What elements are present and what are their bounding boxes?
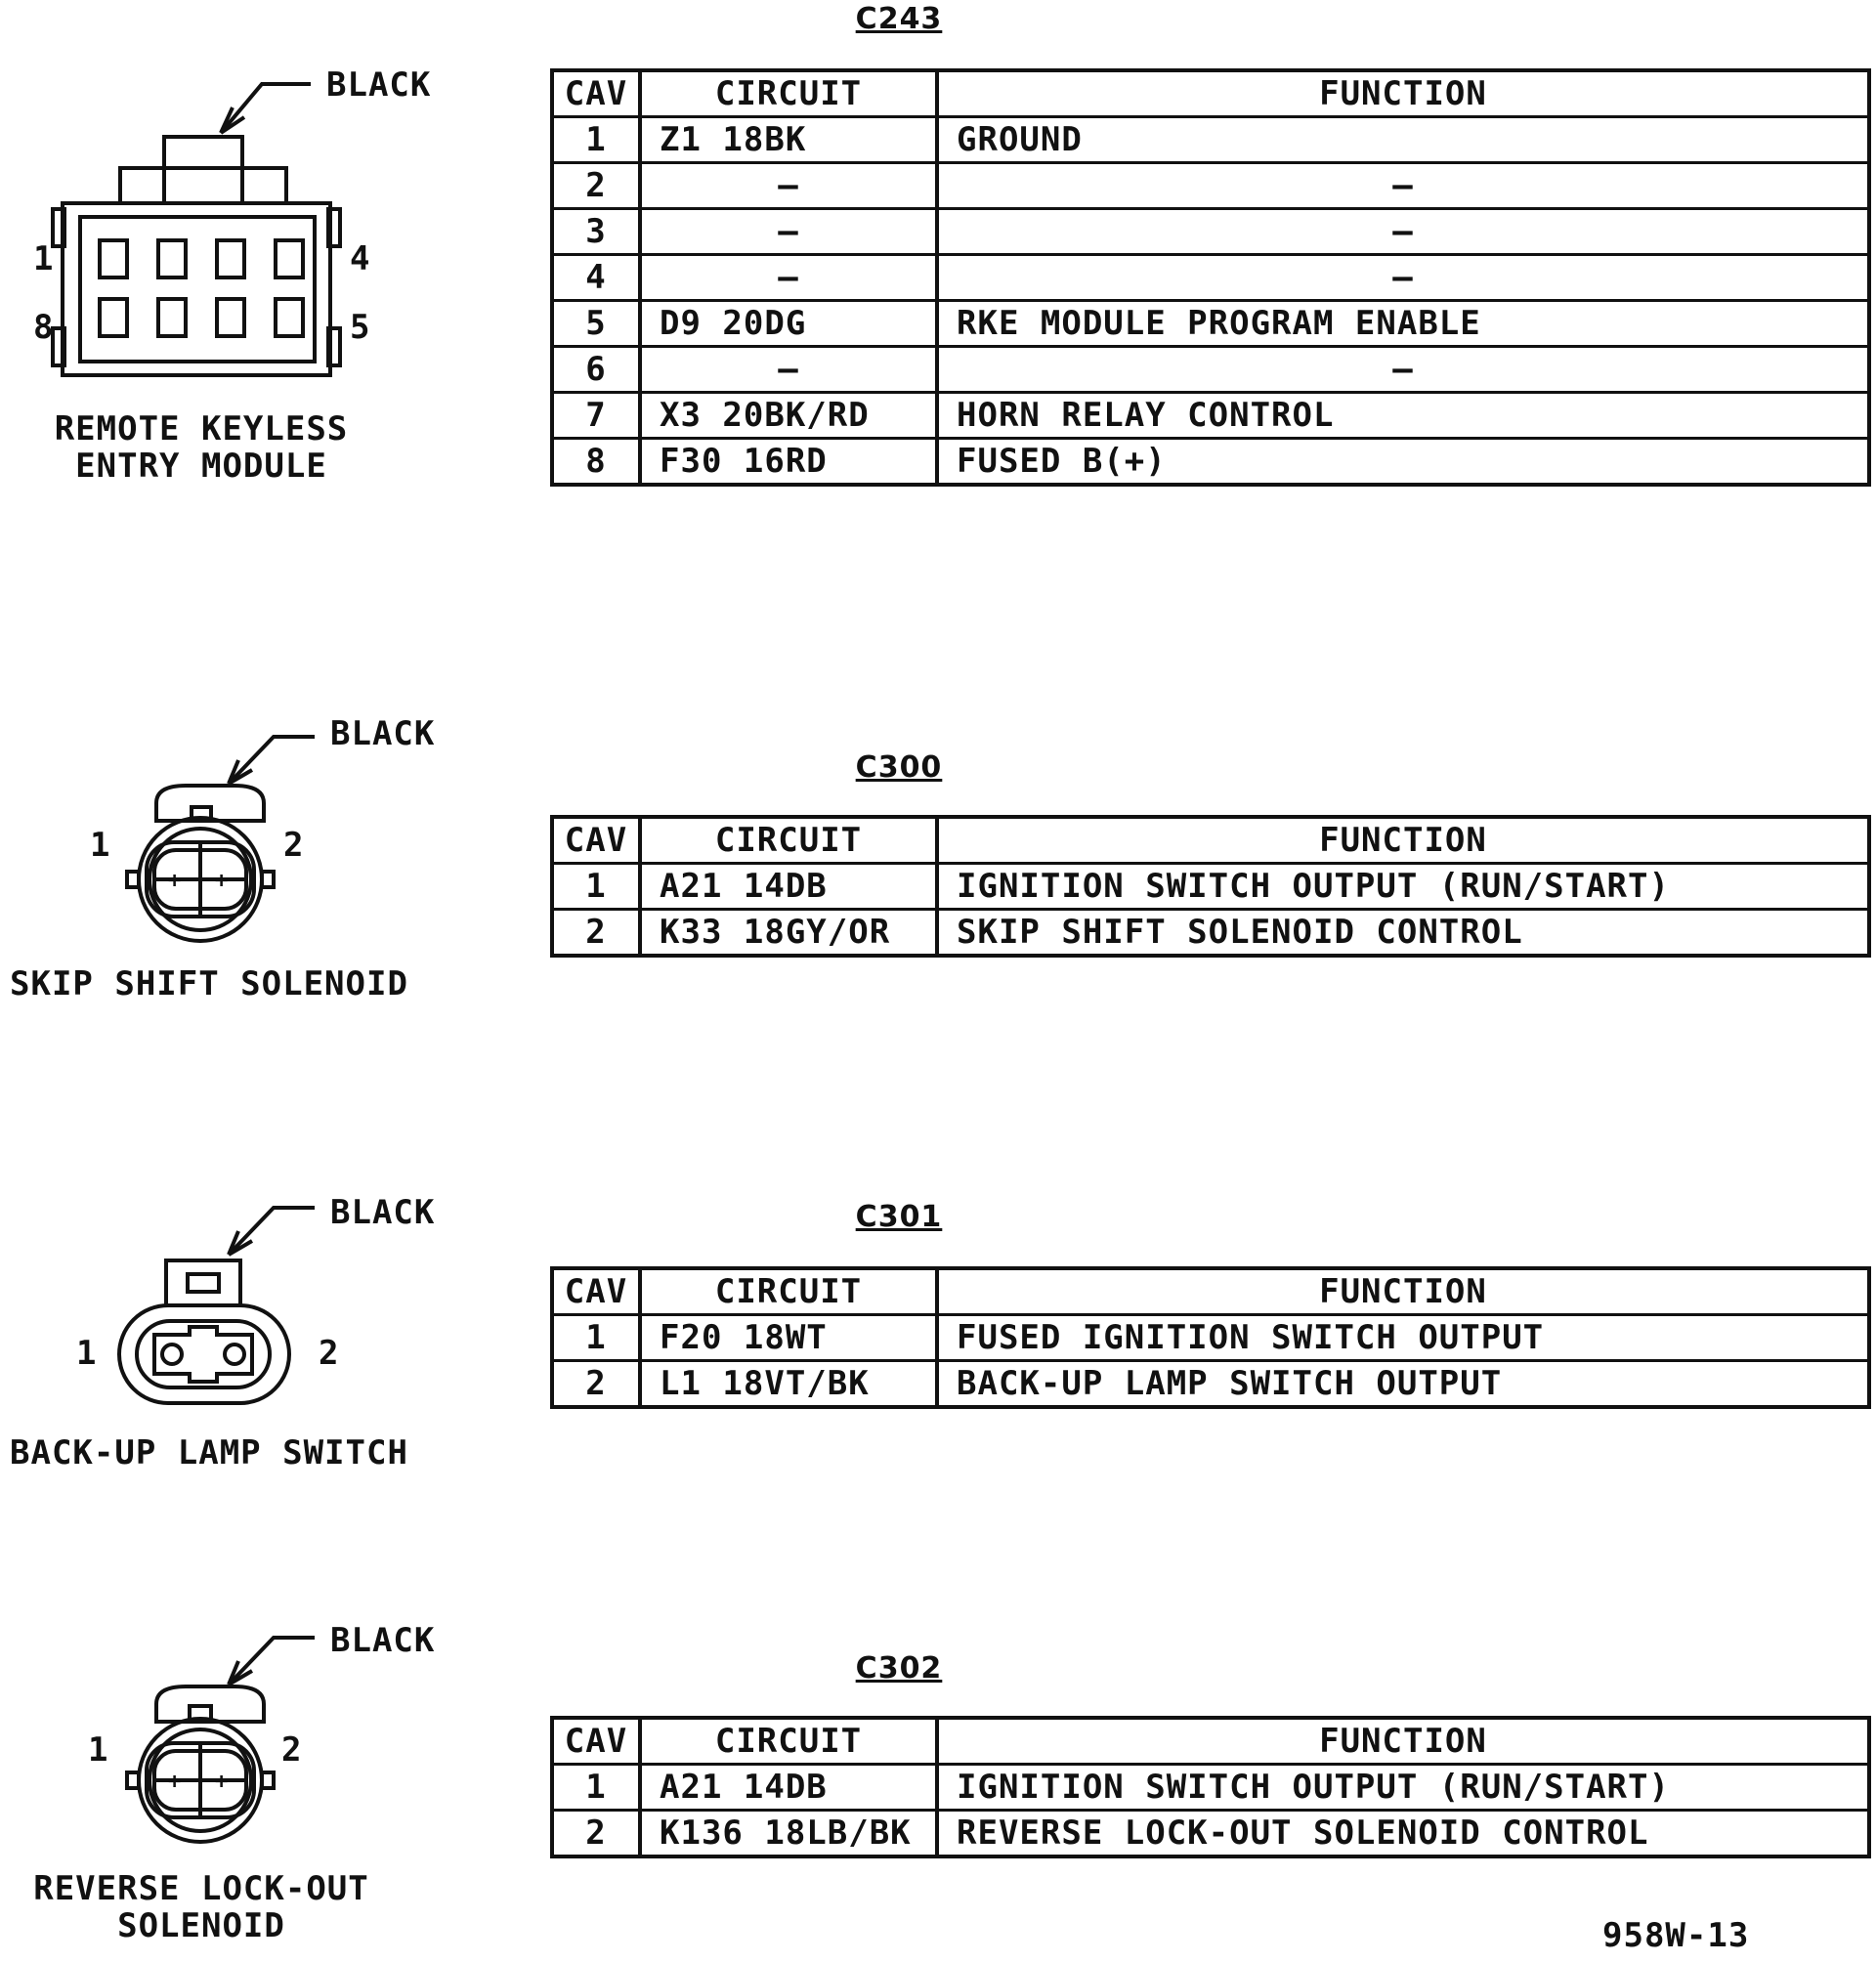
function-cell: REVERSE LOCK-OUT SOLENOID CONTROL <box>937 1811 1869 1857</box>
column-header-cav: CAV <box>552 1718 640 1765</box>
function-cell: RKE MODULE PROGRAM ENABLE <box>937 301 1869 347</box>
column-header-function: FUNCTION <box>937 1718 1869 1765</box>
pin-label: 2 <box>281 1730 303 1770</box>
cav-cell: 2 <box>552 1361 640 1408</box>
cav-cell: 2 <box>552 910 640 957</box>
pin-label: 1 <box>76 1334 98 1373</box>
function-cell: FUSED IGNITION SWITCH OUTPUT <box>937 1315 1869 1361</box>
plus-marker: + <box>215 1770 229 1794</box>
column-header-circuit: CIRCUIT <box>640 70 937 117</box>
function-cell: FUSED B(+) <box>937 439 1869 486</box>
component-name <box>20 1870 383 1944</box>
component-name: BACK-UP LAMP SWITCH <box>10 1433 408 1472</box>
table-row <box>552 864 1869 910</box>
circuit-cell: K33 18GY/OR <box>640 910 937 957</box>
table-row <box>552 209 1869 255</box>
component-name: SKIP SHIFT SOLENOID <box>10 964 408 1003</box>
component-name-line: REMOTE KEYLESS <box>54 409 349 448</box>
pinout-table-c300 <box>550 815 1871 958</box>
cav-cell: 6 <box>552 347 640 393</box>
component-name-line: REVERSE LOCK-OUT <box>33 1869 369 1908</box>
circuit-cell: A21 14DB <box>640 1765 937 1811</box>
connector-id-c302: C302 <box>855 1651 943 1686</box>
cav-cell: 4 <box>552 255 640 301</box>
column-header-function: FUNCTION <box>937 1268 1869 1315</box>
function-cell: – <box>937 209 1869 255</box>
circuit-cell: D9 20DG <box>640 301 937 347</box>
pin-label: 1 <box>33 239 55 278</box>
circuit-cell: L1 18VT/BK <box>640 1361 937 1408</box>
circuit-cell: – <box>640 255 937 301</box>
table-row <box>552 347 1869 393</box>
pin-label: 4 <box>350 239 371 278</box>
wire-color-label: BLACK <box>326 65 432 105</box>
cav-cell: 8 <box>552 439 640 486</box>
column-header-circuit: CIRCUIT <box>640 1718 937 1765</box>
circuit-cell: K136 18LB/BK <box>640 1811 937 1857</box>
cav-cell: 3 <box>552 209 640 255</box>
table-row <box>552 255 1869 301</box>
cav-cell: 1 <box>552 864 640 910</box>
cav-cell: 1 <box>552 1315 640 1361</box>
column-header-cav: CAV <box>552 70 640 117</box>
pin-label: 8 <box>33 308 55 347</box>
table-row <box>552 1765 1869 1811</box>
function-cell: IGNITION SWITCH OUTPUT (RUN/START) <box>937 864 1869 910</box>
wire-color-label: BLACK <box>330 1193 436 1232</box>
connector-id-c300: C300 <box>855 750 943 785</box>
pin-label: 1 <box>90 826 111 865</box>
pinout-table-c301 <box>550 1266 1871 1409</box>
table-row <box>552 1811 1869 1857</box>
pinout-table-c243 <box>550 68 1871 487</box>
circuit-cell: – <box>640 209 937 255</box>
table-header-row <box>552 70 1869 117</box>
function-cell: GROUND <box>937 117 1869 163</box>
circuit-cell: – <box>640 347 937 393</box>
function-cell: SKIP SHIFT SOLENOID CONTROL <box>937 910 1869 957</box>
table-row <box>552 301 1869 347</box>
pin-label: 2 <box>319 1334 340 1373</box>
cav-cell: 2 <box>552 1811 640 1857</box>
cav-cell: 1 <box>552 1765 640 1811</box>
circuit-cell: F20 18WT <box>640 1315 937 1361</box>
column-header-cav: CAV <box>552 817 640 864</box>
table-row <box>552 1315 1869 1361</box>
cav-cell: 7 <box>552 393 640 439</box>
pin-label: 5 <box>350 308 371 347</box>
plus-marker: + <box>215 869 229 893</box>
table-row <box>552 393 1869 439</box>
wire-color-label: BLACK <box>330 714 436 753</box>
plus-marker: + <box>168 1770 182 1794</box>
pin-label: 2 <box>283 826 305 865</box>
function-cell: BACK-UP LAMP SWITCH OUTPUT <box>937 1361 1869 1408</box>
function-cell: – <box>937 347 1869 393</box>
table-header-row <box>552 817 1869 864</box>
function-cell: IGNITION SWITCH OUTPUT (RUN/START) <box>937 1765 1869 1811</box>
circuit-cell: Z1 18BK <box>640 117 937 163</box>
table-row <box>552 439 1869 486</box>
column-header-circuit: CIRCUIT <box>640 1268 937 1315</box>
component-name <box>20 410 383 485</box>
connector-id-c301: C301 <box>855 1200 943 1234</box>
pinout-table-c302 <box>550 1716 1871 1858</box>
wire-color-label: BLACK <box>330 1621 436 1660</box>
remote-keyless-entry-connector-drawing <box>0 0 449 410</box>
circuit-cell: X3 20BK/RD <box>640 393 937 439</box>
table-row <box>552 117 1869 163</box>
cav-cell: 2 <box>552 163 640 209</box>
table-row <box>552 910 1869 957</box>
table-row <box>552 1361 1869 1408</box>
table-header-row <box>552 1268 1869 1315</box>
connector-id-c243: C243 <box>855 2 943 36</box>
column-header-cav: CAV <box>552 1268 640 1315</box>
function-cell: – <box>937 163 1869 209</box>
function-cell: – <box>937 255 1869 301</box>
column-header-function: FUNCTION <box>937 70 1869 117</box>
figure-id: 958W-13 <box>1602 1916 1750 1955</box>
column-header-circuit: CIRCUIT <box>640 817 937 864</box>
circuit-cell: F30 16RD <box>640 439 937 486</box>
component-name-line: ENTRY MODULE <box>75 447 327 486</box>
component-name-line: SOLENOID <box>117 1906 285 1945</box>
plus-marker: + <box>168 869 182 893</box>
circuit-cell: – <box>640 163 937 209</box>
column-header-function: FUNCTION <box>937 817 1869 864</box>
table-header-row <box>552 1718 1869 1765</box>
table-row <box>552 163 1869 209</box>
function-cell: HORN RELAY CONTROL <box>937 393 1869 439</box>
pin-label: 1 <box>88 1730 109 1770</box>
cav-cell: 1 <box>552 117 640 163</box>
cav-cell: 5 <box>552 301 640 347</box>
circuit-cell: A21 14DB <box>640 864 937 910</box>
